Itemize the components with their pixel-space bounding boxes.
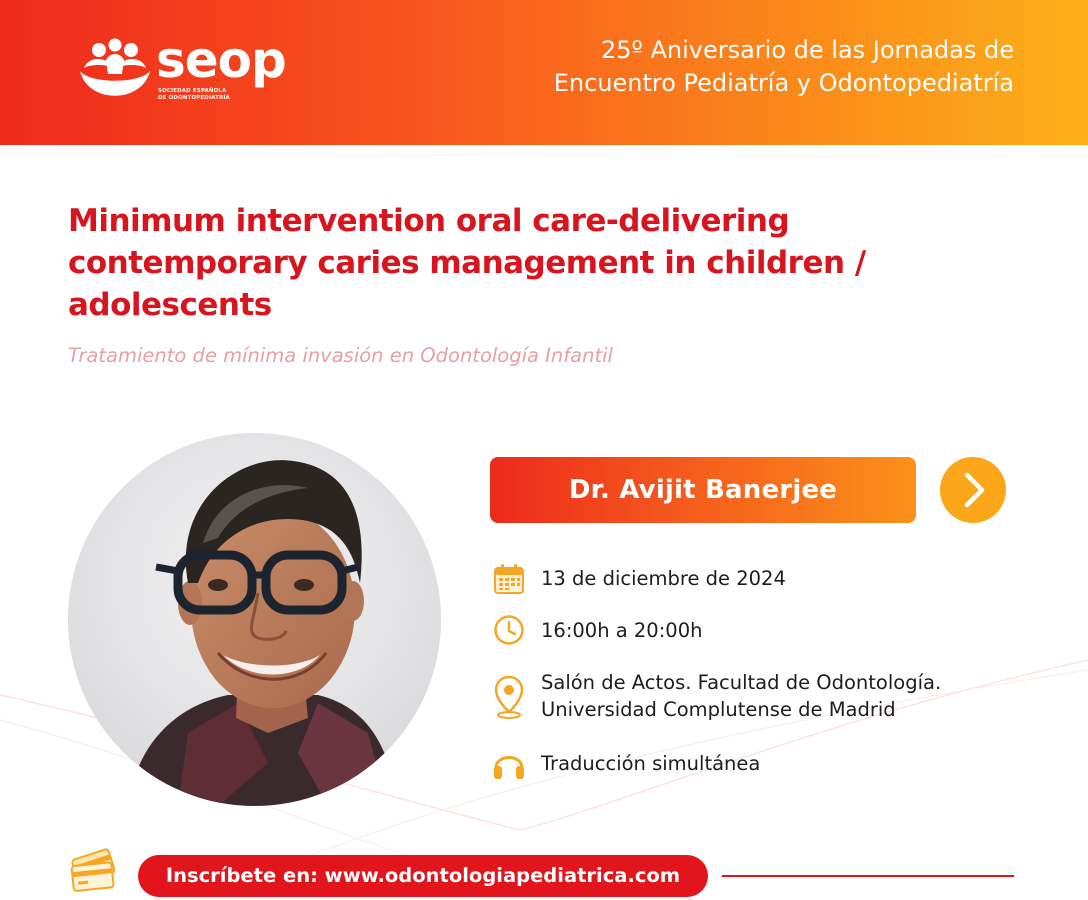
translation-note: Traducción simultánea [541, 752, 761, 775]
event-location-line1: Salón de Actos. Facultad de Odontología. [541, 671, 942, 694]
talk-title-line1: Minimum intervention oral care-delivering [68, 203, 790, 239]
event-location [541, 669, 1041, 723]
logo-subtitle [158, 88, 268, 101]
talk-title-line2: contemporary caries management in children / [68, 245, 866, 281]
logo-subtitle-line1: SOCIEDAD ESPAÑOLA [158, 88, 227, 94]
logo-subtitle-line2: DE ODONTOPEDIATRÍA [158, 94, 230, 101]
calendar-icon [492, 562, 526, 596]
seop-logo[interactable] [78, 31, 286, 106]
speaker-photo [68, 433, 441, 806]
event-title [454, 34, 1014, 100]
speaker-portrait-image [68, 433, 441, 806]
event-time: 16:00h a 20:00h [541, 619, 703, 642]
clock-icon [492, 613, 526, 647]
location-pin-icon [492, 674, 526, 720]
header-banner [0, 0, 1088, 145]
talk-title-line3: adolescents [68, 287, 272, 323]
event-title-line2: Encuentro Pediatría y Odontopediatría [553, 69, 1014, 97]
talk-title [68, 200, 968, 326]
register-link[interactable]: Inscríbete en: www.odontologiapediatrica.com [138, 855, 708, 897]
event-location-line2: Universidad Complutense de Madrid [541, 698, 896, 721]
event-date: 13 de diciembre de 2024 [541, 567, 786, 590]
talk-subtitle: Tratamiento de mínima invasión en Odontología Infantil [68, 344, 613, 367]
logo-wordmark: seop [156, 31, 286, 89]
speaker-name-badge: Dr. Avijit Banerjee [490, 457, 916, 523]
seop-logo-mark-icon [78, 38, 152, 102]
footer-divider [722, 875, 1014, 877]
event-title-line1: 25º Aniversario de las Jornadas de [600, 36, 1014, 64]
chevron-right-icon [940, 457, 1006, 523]
headphones-icon [492, 744, 526, 782]
next-button[interactable] [940, 457, 1006, 523]
credit-card-icon [66, 846, 122, 896]
